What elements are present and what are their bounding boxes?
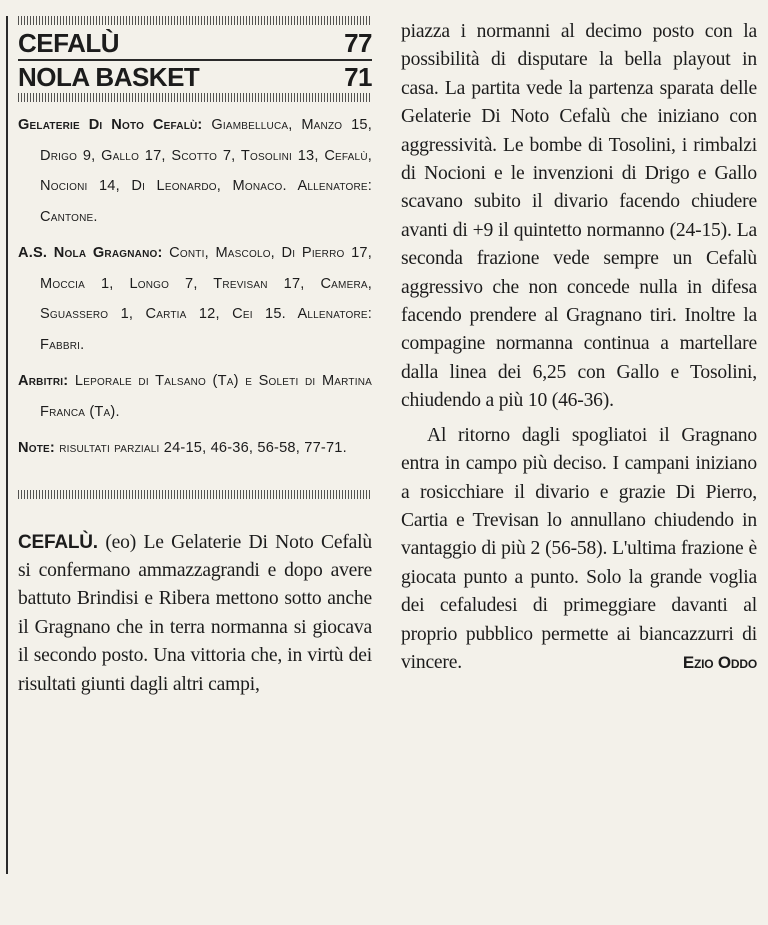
away-roster: Conti, Mascolo, Di Pierro 17, Moccia 1, Longo 7, Trevisan 17, Camera, Sguassero 1, Cartia 12, Cei 15. Allenatore: Fabbri. xyxy=(40,245,372,353)
referees: Leporale di Talsano (Ta) e Soleti di Martina Franca (Ta). xyxy=(40,373,372,420)
score-hatch-rule xyxy=(18,93,372,102)
top-hatch-rule xyxy=(18,16,372,25)
home-roster-paragraph xyxy=(18,110,372,232)
middle-hatch-rule xyxy=(18,490,372,499)
referees-label: Arbitri: xyxy=(18,373,69,389)
left-column xyxy=(18,16,372,699)
article-left-text xyxy=(18,529,372,699)
away-roster-label: A.S. Nola Gragnano: xyxy=(18,245,163,261)
away-team: NOLA BASKET xyxy=(18,62,200,92)
right-column xyxy=(401,18,757,677)
article-paragraph-1: piazza i normanni al decimo posto con la possibilità di disputare la bella playout in casa. La partita vede la partenza sparata delle Gelaterie Di Noto Cefalù che iniziano con aggressività. Le bombe di Tosolini, i rimbalzi di Nocioni e le invenzioni di Drigo e Gallo scavano subito il divario facendo chiudere avanti di +9 il quintetto normanno (24-15). La seconda frazione vede sempre un Cefalù aggressivo che non concede nulla in difesa facendo prendere al Gragnano tiri. Inoltre la compagine normanna continua a martellare dalla linea dei 6,25 con Gallo e Tosolini, chiudendo a più 10 (46-36). xyxy=(401,21,757,412)
notes: risultati parziali 24-15, 46-36, 56-58, 77-71. xyxy=(59,440,347,456)
away-roster-paragraph xyxy=(18,238,372,360)
away-score: 71 xyxy=(344,62,372,92)
notes-label: Note: xyxy=(18,440,55,456)
referees-paragraph xyxy=(18,366,372,427)
article-paragraph-2: Al ritorno dagli spogliatoi il Gragnano entra in campo più deciso. I campani iniziano a rosicchiare il divario e grazie Di Pierro, Cartia e Trevisan lo annullano chiudendo in vantaggio di più 2 (56-58). L'ultima frazione è giocata punto a punto. Solo la grande voglia dei cefaludesi di primeggiare davanti al proprio pubblico permette ai biancazzurri di vincere. xyxy=(401,424,757,673)
home-roster: Giambelluca, Manzo 15, Drigo 9, Gallo 17, Scotto 7, Tosolini 13, Cefalù, Nocioni 14, Di Leonardo, Monaco. Allenatore: Cantone. xyxy=(40,117,372,225)
article-paragraph-2-wrapper xyxy=(401,422,757,678)
article-right-text xyxy=(401,18,757,677)
home-score: 77 xyxy=(344,28,372,58)
home-score-row xyxy=(18,27,372,61)
author-byline: Ezio Oddo xyxy=(682,652,757,672)
dateline: CEFALÙ. xyxy=(18,531,98,553)
notes-paragraph xyxy=(18,433,372,464)
home-roster-label: Gelaterie Di Noto Cefalù: xyxy=(18,117,203,133)
article-body-start: (eo) Le Gelaterie Di Noto Cefalù si confermano ammazzagrandi e dopo avere battuto Brindisi e Ribera mettono sotto anche il Gragnano che in terra normanna si giocava il secondo posto. Una vittoria che, in virtù dei risultati giunti dagli altri campi, xyxy=(18,531,372,695)
away-score-row xyxy=(18,61,372,93)
tabellino xyxy=(18,110,372,464)
left-border-rule xyxy=(6,16,8,874)
home-team: CEFALÙ xyxy=(18,28,119,58)
